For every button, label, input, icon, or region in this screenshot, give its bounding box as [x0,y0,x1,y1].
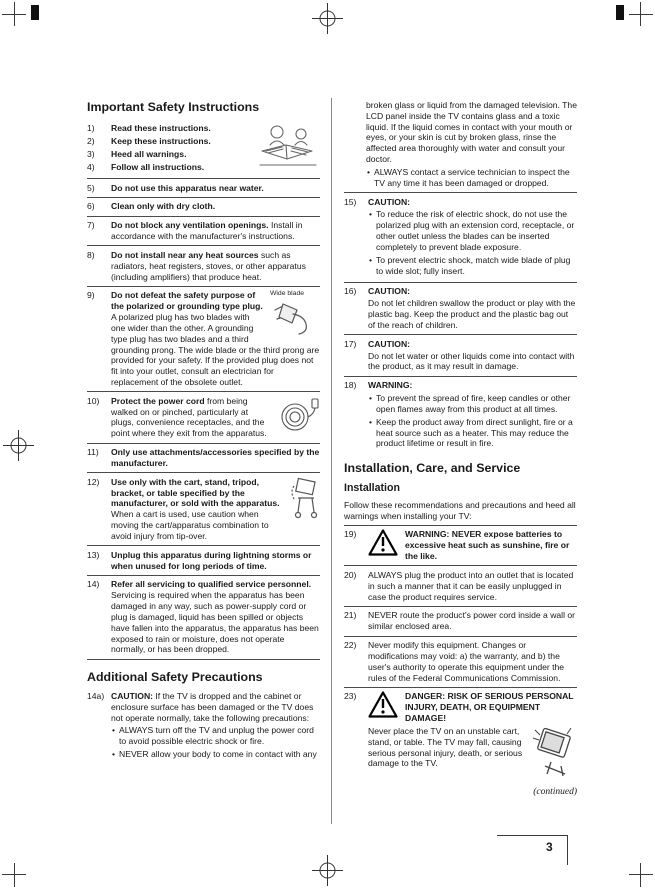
item-number: 11) [87,447,99,458]
cart-tip-over-illustration [290,477,320,522]
item-number: 5) [87,182,95,193]
falling-tv-illustration [531,726,577,780]
divider [344,282,577,283]
list-item [344,380,577,451]
list-item [344,339,577,372]
item-text: Unplug this apparatus during lightning storms or when unused for long periods of time. [111,549,312,571]
divider [87,245,320,246]
print-calibration-bar [31,5,39,20]
print-calibration-bar [616,5,624,20]
installation-section-title: Installation, Care, and Service [344,461,521,476]
divider [87,545,320,546]
list-item [87,290,320,387]
divider [87,216,320,217]
list-item [344,286,577,330]
divider [87,575,320,576]
item-number: 7) [87,220,95,231]
list-item [344,640,577,683]
registration-mark-bottom [310,853,345,888]
crop-mark [14,863,15,887]
list-item [344,570,577,602]
item-text: CAUTION: • To reduce the risk of electric shock, do not use the polarized plug with an extension cord, receptacle, or other outlet unless the blades can be inserted completely to prevent blade exposure. • To prevent electric shock, match wide blade of plug to wide slot; fully insert. [368,197,577,279]
footer-rule-vertical [567,835,568,865]
power-cord-illustration [276,396,320,436]
warning-triangle-icon [368,529,398,556]
divider [344,192,577,193]
item-text: Protect the power cord from being walked on or pinched, particularly at plugs, convenience receptacles, and the point where they exit from the apparatus. [111,396,320,439]
item-text: NEVER route the product's power cord inside a wall or similar enclosed area. [368,610,576,632]
item-text: Read these instructions. [111,123,211,134]
bullet-item: • ALWAYS turn off the TV and unplug the power cord to avoid possible electric shock or fire. [111,725,320,747]
item-number: 14a) [87,690,105,701]
item-text: Never modify this equipment. Changes or modifications may void: a) the warranty, and b) the user's authority to operate this equipment under the rules of the Federal Communications Commission. [368,640,565,683]
list-item [87,149,256,160]
bullet-item: • Keep the product away from direct sunlight, fire or a heat source such as a heater. This may reduce the product lifetime or result in fire. [368,417,577,449]
divider [87,443,320,444]
instructions-1-4-block [87,121,320,174]
item-text: WARNING: • To prevent the spread of fire, keep candles or other open flames away from this product at all times. • Keep the product away from direct sunlight, fire or a heat source such as a heater. This may reduce the product lifetime or result in fire. [368,380,577,451]
divider [344,687,577,688]
page-number: 3 [546,840,553,854]
list-item [87,183,320,194]
item-text: Keep these instructions. [111,136,211,147]
list-item [87,220,320,242]
list-item [344,691,577,781]
list-item [344,197,577,279]
item-text: Follow all instructions. [111,161,205,172]
item-number: 1) [87,123,95,134]
divider [87,197,320,198]
divider [87,286,320,287]
list-item [87,201,320,212]
continued-label: (continued) [533,786,577,797]
bullet-item: • To reduce the risk of electric shock, do not use the polarized plug with an extension cord, receptacle, or other outlet unless the blades can be inserted completely to prevent blade exposure. [368,209,577,252]
list-item [87,447,320,469]
list-item [87,123,256,134]
bullet-item: • NEVER allow your body to come in contact with any [111,749,320,760]
crop-mark [640,863,641,887]
bullet-list [344,167,577,189]
divider [344,606,577,607]
item-number: 23) [344,691,357,702]
divider [344,565,577,566]
item-number: 3) [87,148,95,159]
divider [344,525,577,526]
registration-mark-left [1,428,36,463]
installation-intro: Follow these recommendations and precautions and heed all warnings when installing your TV: [344,499,576,521]
left-column [87,100,320,764]
item-number: 20) [344,569,357,580]
footer-rule [497,835,567,836]
list-item [87,477,320,542]
continuation-paragraph: broken glass or liquid from the damaged television. The LCD panel inside the TV contains glass and a toxic liquid. If the liquid comes in contact with your mouth or eyes, or your skin is cut by broken glass, rinse the affected area thoroughly with water and consult your doctor. [366,100,577,165]
item-text: CAUTION: Do not let water or other liquids come into contact with the product, as it may result in damage. [368,338,575,372]
column-divider [331,98,332,824]
list-item [87,250,320,282]
list-item [344,610,577,632]
polarized-plug-illustration [270,300,320,336]
item-text: Use only with the cart, stand, tripod, bracket, or table specified by the manufacturer, or sold with the apparatus. When a cart is used, use caution when moving the cart/apparatus combination to avoid injury from tip-over. [111,477,320,542]
reading-people-illustration [256,121,320,169]
bullet-list [368,209,577,276]
item-number: 19) [344,529,357,540]
list-item [87,550,320,572]
item-text: Do not install near any heat sources such as radiators, heat registers, stoves, or other apparatus (including amplifiers) that produce heat. [111,249,306,282]
bullet-list [111,725,320,759]
item-text: Heed all warnings. [111,148,187,159]
list-item [344,529,577,561]
item-text: WARNING: NEVER expose batteries to excessive heat such as sunshine, fire or the like. [368,529,577,561]
item-text: Refer all servicing to qualified service personnel. Servicing is required when the apparatus has been damaged in any way, such as power-supply cord or plug is damaged, liquid has been spilled or objects have fallen into the apparatus, the apparatus has been exposed to rain or moisture, does not operate normally, or has been dropped. [111,579,319,655]
item-number: 22) [344,640,357,651]
wide-blade-label: Wide blade [270,290,305,298]
item-number: 18) [344,380,357,391]
list-item [87,691,320,762]
item-text: DANGER: RISK OF SERIOUS PERSONAL INJURY, DEATH, OR EQUIPMENT DAMAGE! Never place the TV on an unstable cart, stand, or table. The TV may fall, causing serious personal injury, death, or serious damage to the TV. [368,691,577,781]
right-column [344,100,577,799]
item-number: 14) [87,579,100,590]
item-number: 15) [344,196,357,207]
item-text: Clean only with dry cloth. [111,201,216,212]
item-text: Do not block any ventilation openings. Install in accordance with the manufacturer's instructions. [111,220,303,242]
item-number: 8) [87,249,95,260]
divider [344,334,577,335]
warning-triangle-icon [368,691,398,718]
bullet-item: • To prevent the spread of fire, keep candles or other open flames away from this product at all times. [368,393,577,415]
item-number: 17) [344,338,357,349]
bullet-item: • To prevent electric shock, match wide blade of plug to wide slot; fully insert. [368,255,577,277]
item-text: CAUTION: If the TV is dropped and the cabinet or enclosure surface has been damaged or the TV does not operate normally, take the following precautions: • ALWAYS turn off the TV and unplug the power cord to avoid possible electric shock or fire. • NEVER allow your body to come in contact with any [111,691,320,762]
item-number: 16) [344,286,357,297]
item-text: ALWAYS plug the product into an outlet that is located in such a manner that it can be easily unplugged in case the product requires service. [368,569,574,602]
bullet-list [368,393,577,449]
divider [87,659,320,660]
divider [87,391,320,392]
crop-mark [2,874,26,875]
divider [344,636,577,637]
item-number: 2) [87,136,95,147]
item-number: 12) [87,476,100,487]
list-item [87,396,320,439]
bullet-item: • ALWAYS contact a service technician to inspect the TV any time it has been damaged or dropped. [366,167,577,189]
plug-figure [270,290,320,338]
installation-subtitle: Installation [344,482,400,495]
divider [344,376,577,377]
crop-mark [629,874,653,875]
item-text: CAUTION: Do not let children swallow the product or play with the plastic bag. Keep the product and the plastic bag out of the reach of children. [368,286,576,330]
item-number: 6) [87,201,95,212]
page-title: Important Safety Instructions [87,100,260,114]
divider [87,472,320,473]
list-item [87,579,320,655]
item-number: 21) [344,610,357,621]
precautions-title: Additional Safety Precautions [87,669,263,684]
crop-mark [629,14,653,15]
item-text: Do not use this apparatus near water. [111,182,264,193]
item-number: 9) [87,290,95,301]
registration-mark-top [310,1,345,36]
item-text: Wide blade Do not defeat the safety purpose of the polarized or grounding type plug. A polarized plug has two blades with one wider than the other. A grounding type plug has two blades and a third grounding prong. The wide blade or the third prong are provided for your safety. If the provided plug does not fit into your outlet, consult an electrician for replacement of the obsolete outlet. [111,290,320,387]
item-text: Only use attachments/accessories specified by the manufacturer. [111,447,320,468]
divider [87,178,320,179]
item-number: 10) [87,395,100,406]
crop-mark [2,14,26,15]
list-item [87,136,256,147]
item-number: 13) [87,549,100,560]
list-item [87,162,256,173]
item-number: 4) [87,161,95,172]
